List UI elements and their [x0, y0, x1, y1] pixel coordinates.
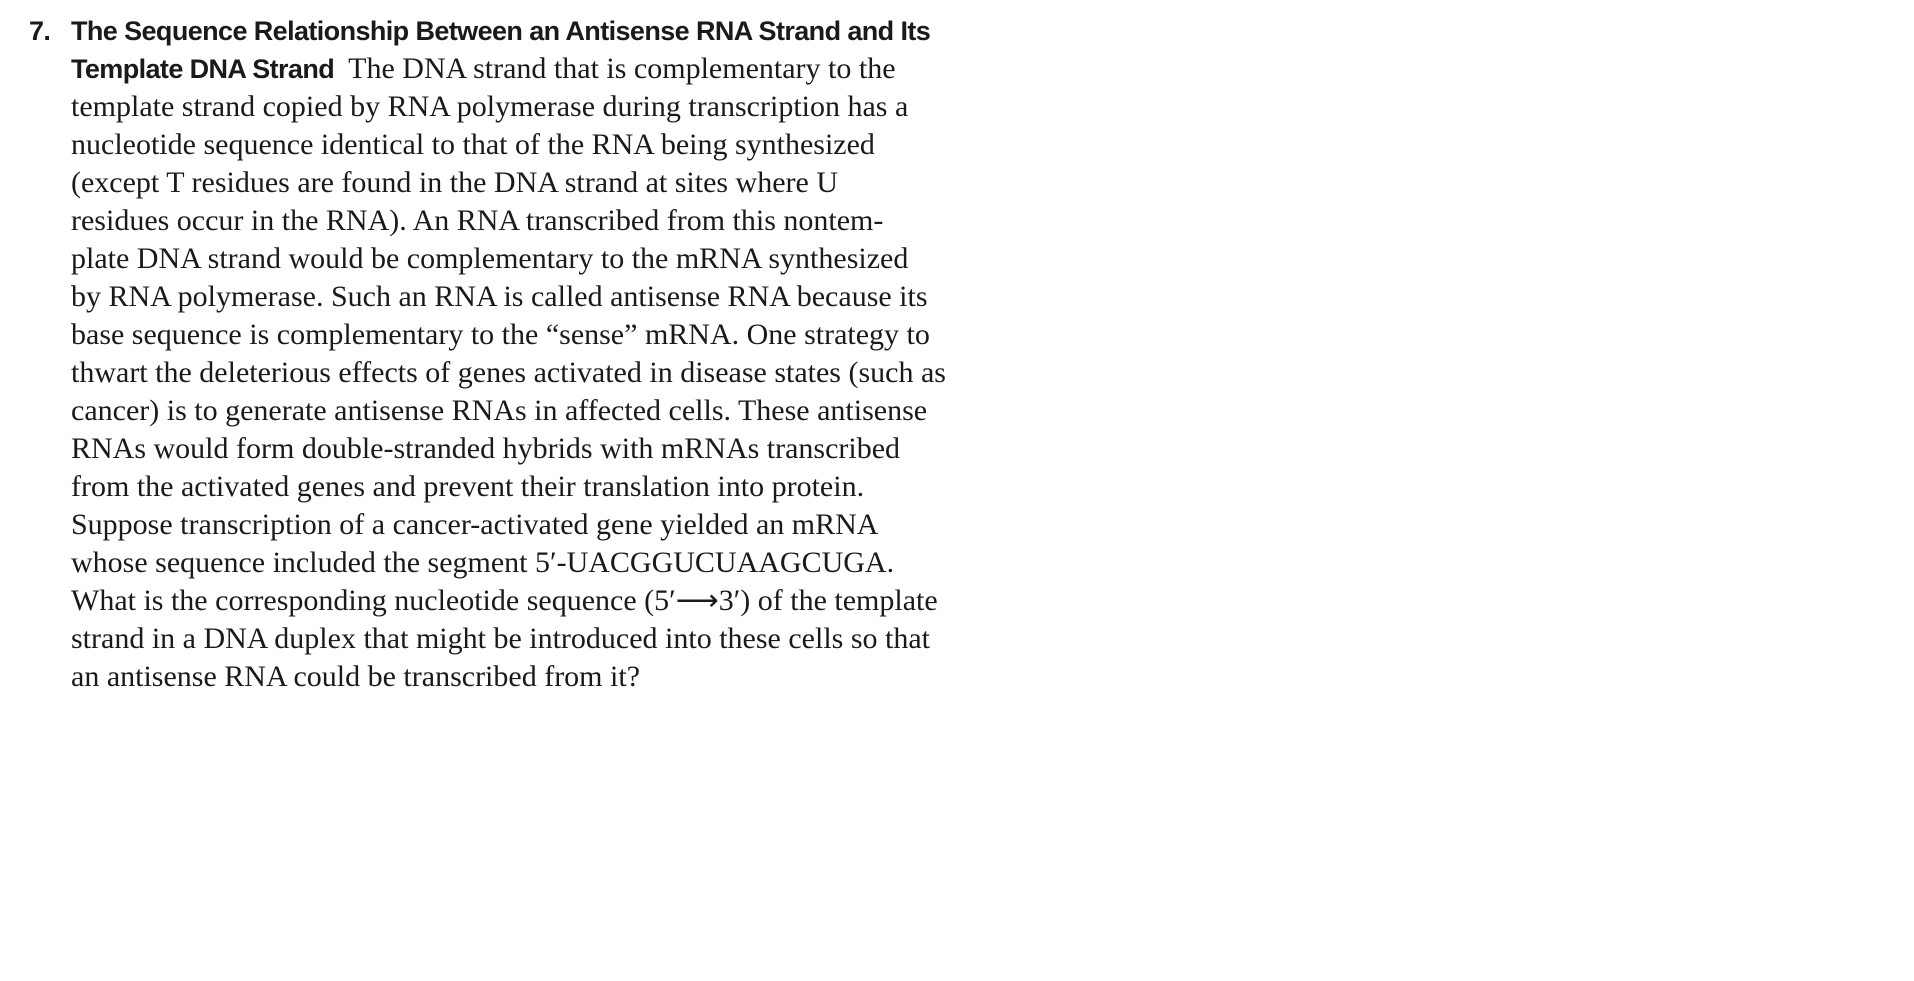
- body-line-0: The DNA strand that is complementary to the: [348, 52, 896, 85]
- body-line-5: plate DNA strand would be complementary to the mRNA synthesized: [71, 242, 909, 275]
- problem-number: 7.: [29, 16, 51, 46]
- body-line-1: template strand copied by RNA polymerase during transcription has a: [71, 90, 909, 123]
- body-line-6: by RNA polymerase. Such an RNA is called antisense RNA because its: [71, 280, 928, 313]
- body-line-16: an antisense RNA could be transcribed from it?: [71, 660, 641, 693]
- body-line-7: base sequence is complementary to the “sense” mRNA. One strategy to: [71, 318, 930, 351]
- body-line-13: whose sequence included the segment 5′-UACGGUCUAAGCUGA.: [71, 546, 895, 579]
- body-line-9: cancer) is to generate antisense RNAs in affected cells. These antisense: [71, 394, 928, 427]
- problem-text: [71, 12, 1051, 696]
- body-line-3: (except T residues are found in the DNA strand at sites where U: [71, 166, 839, 199]
- body-line-12: Suppose transcription of a cancer-activated gene yielded an mRNA: [71, 508, 879, 541]
- body-line-15: strand in a DNA duplex that might be introduced into these cells so that: [71, 622, 930, 655]
- body-line-4: residues occur in the RNA). An RNA transcribed from this nontem-: [71, 204, 884, 237]
- problem-heading-line-1: The Sequence Relationship Between an Antisense RNA Strand and Its: [71, 16, 931, 46]
- body-line-14: What is the corresponding nucleotide sequence (5′⟶3′) of the template: [71, 584, 938, 617]
- body-line-10: RNAs would form double-stranded hybrids with mRNAs transcribed: [71, 432, 901, 465]
- text-line-1: [71, 50, 1051, 88]
- body-line-11: from the activated genes and prevent their translation into protein.: [71, 470, 865, 503]
- body-line-2: nucleotide sequence identical to that of the RNA being synthesized: [71, 128, 875, 161]
- body-line-8: thwart the deleterious effects of genes activated in disease states (such as: [71, 356, 946, 389]
- problem-heading-line-2: Template DNA Strand: [71, 54, 335, 84]
